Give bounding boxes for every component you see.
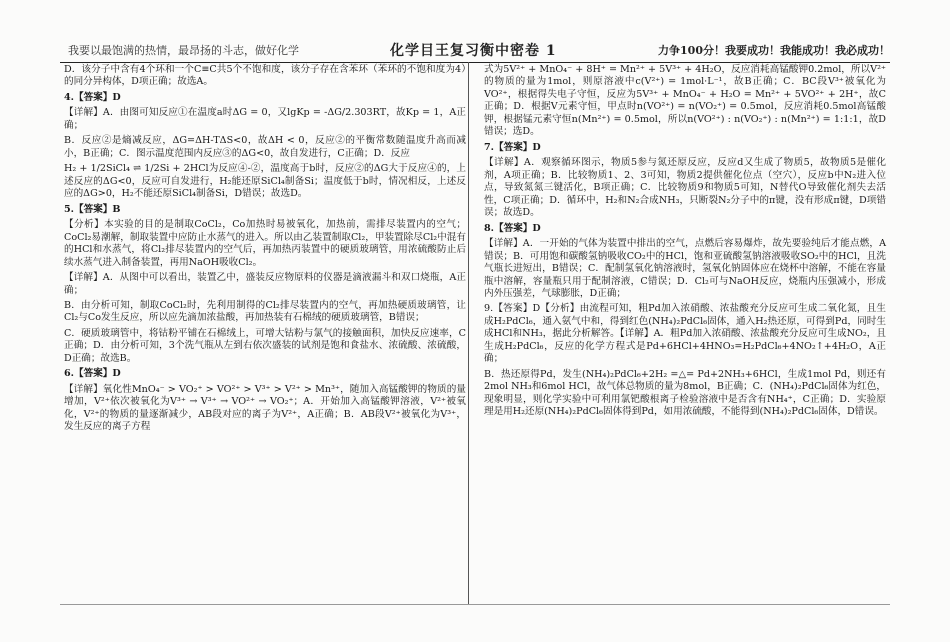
- page-header: [60, 40, 890, 60]
- paragraph: B．热还原得Pd，发生(NH₄)₂PdCl₆+2H₂ =△= Pd+2NH₃+6HCl，生成1mol Pd，则还有2mol NH₃和6mol HCl，故气体总物质的量为8mol，B正确；C．(NH₄)₂PdCl₆固体为红色，现象明显，则化学实验中可利用氯钯酸根离子检验溶液中是否含有NH₄⁺，C正确；D．实验原理是用H₂还原(NH₄)₂PdCl₆固体得到Pd，如用浓硫酸，不能得到(NH₄)₂PdCl₆固体，D错误。: [484, 368, 886, 418]
- paragraph: 【详解】A．由图可知反应①在温度a时ΔG = 0，又lgKp = -ΔG/2.303RT，故Kp = 1，A正确；: [64, 107, 466, 131]
- header-slogan: 力争100分！我要成功！我能成功！我必成功！: [658, 44, 890, 57]
- answer-heading: 8.【答案】D: [484, 222, 541, 234]
- paragraph: 【详解】A．从图中可以看出，装置乙中，盛装反应物原料的仪器是滴液漏斗和双口烧瓶，A正确；: [64, 272, 466, 296]
- paragraph: 【详解】A．观察循环图示，物质5参与氮还原反应，反应d又生成了物质5，故物质5是催化剂，A项正确；B．比较物质1、2、3可知，物质2提供催化位点（空穴），反应b中N₂进入位点，导致氮氮三键活化，B项正确；C．比较物质9和物质5可知，N替代O导致催化剂失去活性，C项正确；D．循环中，H₂和N₂合成NH₃，只断裂N₂分子中的π键，没有形成π键，D项错误；故选D。: [484, 157, 886, 219]
- footer-divider: [60, 604, 890, 605]
- paragraph: 【详解】A．一开始的气体为装置中排出的空气，点燃后容易爆炸，故先要验纯后才能点燃，A错误；B．可用饱和碳酸氢钠吸收CO₂中的HCl，饱和亚硫酸氢钠溶液吸收SO₂中的HCl，且洗气瓶长进短出，B错误；C．配制氢氧化钠溶液时，氢氧化钠固体应在烧杯中溶解，不能在容量瓶中溶解，容量瓶只用于配制溶液，C错误；D．Cl₂可与NaOH反应，烧瓶内压强减小，形成内外压强差，气球膨胀，D正确；: [484, 238, 886, 299]
- paragraph: B．由分析可知，制取CoCl₂时，先利用制得的Cl₂排尽装置内的空气，再加热硬质玻璃管，让Cl₂与Co发生反应，所以应先滴加浓盐酸，再加热装有石棉绒的硬质玻璃管，B错误；: [64, 299, 466, 324]
- header-title: 化学目王复习衡中密卷 1: [390, 43, 557, 59]
- paragraph: H₂ + 1/2SiCl₄ ⇌ 1/2Si + 2HCl为反应④-②，温度高于b时，反应②的ΔG大于反应④的，上述反应的ΔG<0，反应可自发进行，H₂能还原SiCl₄制备Si；温度低于b时，情况相反，上述反应的ΔG>0，H₂不能还原SiCl₄制备Si，D错误；故选D。: [64, 163, 466, 200]
- paragraph: C．硬质玻璃管中，将钴粉平铺在石棉绒上，可增大钴粉与氯气的接触面积，加快反应速率，C正确；D．由分析可知，3个洗气瓶从左到右依次盛装的试剂是饱和食盐水、浓硫酸、浓硫酸，D正确；故选B。: [64, 327, 466, 364]
- answer-heading: 7.【答案】D: [484, 141, 541, 153]
- left-column: [64, 64, 466, 437]
- paragraph: 【分析】本实验的目的是制取CoCl₂，Co加热时易被氧化，加热前，需排尽装置内的空气；CoCl₂易潮解，制取装置中应防止水蒸气的进入。所以由乙装置制取Cl₂，甲装置除尽Cl₂中混有的HCl和水蒸气，将Cl₂排尽装置内的空气后，再加热丙装置中的硬质玻璃管，用浓硫酸防止后续水蒸气进入制备装置，再用NaOH吸收Cl₂。: [64, 219, 466, 268]
- paragraph: 式为5V²⁺ + MnO₄⁻ + 8H⁺ = Mn²⁺ + 5V³⁺ + 4H₂O，反应消耗高锰酸钾0.2mol，所以V²⁺的物质的量为1mol，则原溶液中c(V²⁺) = 1mol·L⁻¹，故B正确；C．BC段V³⁺被氧化为VO²⁺，根据得失电子守恒，反应为5V³⁺ + MnO₄⁻ + H₂O = Mn²⁺ + 5VO²⁺ + 2H⁺，故C正确；D．根据V元素守恒，甲点时n(VO²⁺) = n(VO₂⁺) = 0.5mol，反应消耗0.5mol高锰酸钾，根据锰元素守恒n(Mn²⁺) = 0.5mol，所以n(VO²⁺) : n(VO₂⁺) : n(Mn²⁺) = 1:1:1，故D错误；选D。: [484, 64, 886, 138]
- right-column: [484, 64, 886, 422]
- answer-heading: 6.【答案】D: [64, 368, 121, 380]
- header-divider: [60, 62, 890, 63]
- answer-heading: 5.【答案】B: [64, 203, 121, 215]
- header-motto: 我要以最饱满的热情，最昂扬的斗志，做好化学: [68, 44, 299, 57]
- paragraph: 【详解】氧化性MnO₄⁻ > VO₂⁺ > VO²⁺ > V³⁺ > V²⁺ > Mn³⁺，随加入高锰酸钾的物质的量增加，V²⁺依次被氧化为V³⁺ → V³⁺ → VO²⁺ → VO₂⁺；A．开始加入高锰酸钾溶液，V²⁺被氧化，V²⁺的物质的量逐渐减少，AB段对应的离子为V²⁺，A正确；B．AB段V²⁺被氧化为V³⁺，发生反应的离子方程: [64, 383, 466, 433]
- answer-heading: 4.【答案】D: [64, 91, 121, 103]
- paragraph: D．该分子中含有4个环和一个C≡C共5个不饱和度，该分子存在含苯环（苯环的不饱和度为4）的同分异构体，D项正确；故选A。: [64, 64, 466, 88]
- column-divider: [468, 62, 469, 604]
- paragraph: 9.【答案】D【分析】由流程可知，粗Pd加入浓硝酸、浓盐酸充分反应可生成二氧化氮，且生成H₂PdCl₆，通入氨气中和，得到红色(NH₄)₂PdCl₆固体，通入H₂热还原，可得到Pd，同时生成HCl和NH₃，据此分析解答。【详解】A．粗Pd加入浓硝酸、浓盐酸充分反应可生成NO₂，且生成H₂PdCl₆，反应的化学方程式是Pd+6HCl+4HNO₃=H₂PdCl₆+4NO₂↑+4H₂O，A正确；: [484, 303, 886, 365]
- paragraph: B．反应②是熵减反应，ΔG=ΔH-TΔS<0，故ΔH < 0，反应②的平衡常数随温度升高而减小，B正确；C．图示温度范围内反应③的ΔG<0，故自发进行，C正确；D．反应: [64, 135, 466, 159]
